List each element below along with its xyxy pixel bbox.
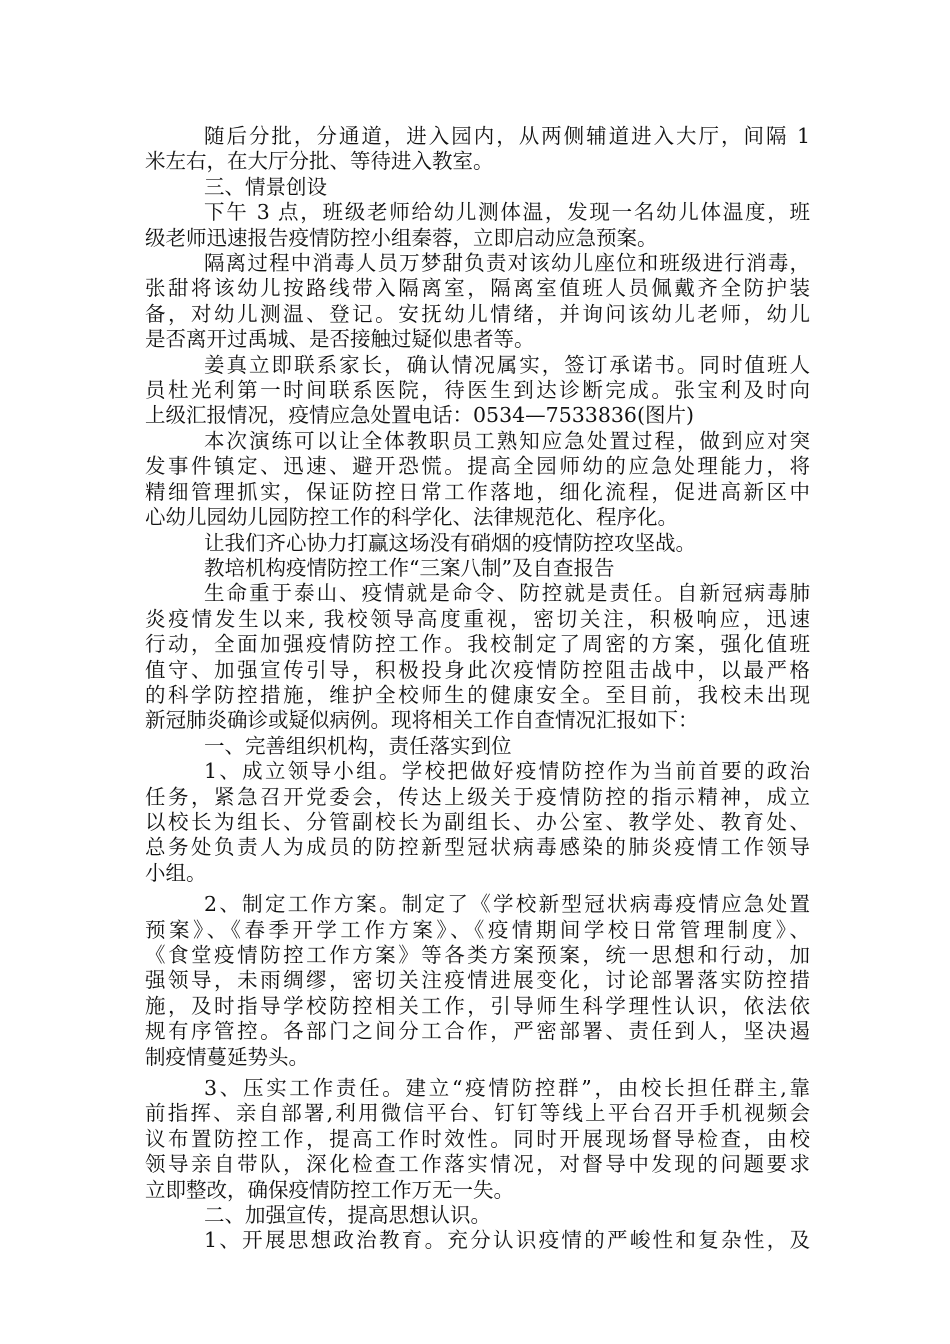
text-line: 精细管理抓实，保证防控日常工作落地，细化流程，促进高新区中 xyxy=(145,479,810,504)
text-line: 生命重于泰山、疫情就是命令、防控就是责任。自新冠病毒肺 xyxy=(204,581,810,606)
text-line: 备，对幼儿测温、登记。安抚幼儿情绪，并询问该幼儿老师，幼儿 xyxy=(145,301,810,326)
text-line: 规有序管控。各部门之间分工合作，严密部署、责任到人，坚决遏 xyxy=(145,1019,810,1044)
paragraph xyxy=(145,531,810,556)
text-line: 预案》、《春季开学工作方案》、《疫情期间学校日常管理制度》、 xyxy=(145,917,810,942)
paragraph xyxy=(145,429,810,531)
text-line: 《食堂疫情防控工作方案》等各类方案预案，统一思想和行动，加 xyxy=(145,943,810,967)
text-line: 新冠肺炎确诊或疑似病例。现将相关工作自查情况汇报如下： xyxy=(145,708,699,733)
text-line: 随后分批，分通道，进入园内，从两侧辅道进入大厅，间隔 1 xyxy=(204,124,810,148)
paragraph xyxy=(145,581,810,733)
text-line: 本次演练可以让全体教职员工熟知应急处置过程，做到应对突 xyxy=(204,428,810,453)
text-line: 是否离开过禹城、是否接触过疑似患者等。 xyxy=(145,327,535,352)
text-line: 的科学防控措施，维护全校师生的健康安全。至目前，我校未出现 xyxy=(145,682,810,707)
text-line: 小组。 xyxy=(145,860,207,885)
text-line: 行动，全面加强疫情防控工作。我校制定了周密的方案，强化值班 xyxy=(145,632,810,657)
text-line: 三、情景创设 xyxy=(204,174,327,199)
text-line: 下午 3 点，班级老师给幼儿测体温，发现一名幼儿体温度，班 xyxy=(204,200,810,225)
text-line: 制疫情蔓延势头。 xyxy=(145,1044,309,1069)
text-line: 立即整改，确保疫情防控工作万无一失。 xyxy=(145,1177,514,1202)
paragraph xyxy=(145,1228,810,1253)
text-line: 强领导，未雨绸缪，密切关注疫情进展变化，讨论部署落实防控措 xyxy=(145,968,810,993)
section-heading xyxy=(145,734,810,759)
text-line: 隔离过程中消毒人员万梦甜负责对该幼儿座位和班级进行消毒， xyxy=(204,251,810,276)
text-line: 总务处负责人为成员的防控新型冠状病毒感染的肺炎疫情工作领导 xyxy=(145,835,810,860)
paragraph xyxy=(145,1076,810,1203)
text-line: 1、成立领导小组。学校把做好疫情防控作为当前首要的政治 xyxy=(204,759,810,784)
text-line: 以校长为组长、分管副校长为副组长、办公室、教学处、教育处、 xyxy=(145,809,810,834)
report-title xyxy=(145,556,810,581)
text-line: 让我们齐心协力打赢这场没有硝烟的疫情防控攻坚战。 xyxy=(204,530,696,555)
text-line: 上级汇报情况，疫情应急处置电话：0534—7533836(图片) xyxy=(145,403,694,428)
text-line: 张甜将该幼儿按路线带入隔离室，隔离室值班人员佩戴齐全防护装 xyxy=(145,276,810,301)
text-line: 值守、加强宣传引导，积极投身此次疫情防控阻击战中，以最严格 xyxy=(145,657,810,682)
paragraph xyxy=(145,124,810,175)
paragraph xyxy=(145,353,810,429)
text-line: 炎疫情发生以来, 我校领导高度重视，密切关注，积极响应，迅速 xyxy=(145,606,810,631)
text-line: 教培机构疫情防控工作“三案八制”及自查报告 xyxy=(204,555,615,580)
text-line: 1、开展思想政治教育。充分认识疫情的严峻性和复杂性，及 xyxy=(204,1228,810,1253)
section-heading xyxy=(145,175,810,200)
text-line: 施，及时指导学校防控相关工作，引导师生科学理性认识，依法依 xyxy=(145,993,810,1018)
text-line: 发事件镇定、迅速、避开恐慌。提高全园师幼的应急处理能力，将 xyxy=(145,454,810,479)
text-line: 2、制定工作方案。制定了《学校新型冠状病毒疫情应急处置 xyxy=(204,892,810,917)
text-line: 一、完善组织机构，责任落实到位 xyxy=(204,733,512,758)
paragraph xyxy=(145,892,810,1070)
text-line: 领导亲自带队，深化检查工作落实情况，对督导中发现的问题要求 xyxy=(145,1152,810,1177)
paragraph xyxy=(145,251,810,353)
text-line: 议布置防控工作，提高工作时效性。同时开展现场督导检查，由校 xyxy=(145,1126,810,1151)
text-line: 米左右，在大厅分批、等待进入教室。 xyxy=(145,149,494,174)
paragraph xyxy=(145,759,810,886)
text-line: 二、加强宣传，提高思想认识。 xyxy=(204,1203,491,1228)
section-heading xyxy=(145,1203,810,1228)
text-line: 前指挥、亲自部署,利用微信平台、钉钉等线上平台召开手机视频会 xyxy=(145,1101,810,1126)
text-line: 姜真立即联系家长，确认情况属实，签订承诺书。同时值班人 xyxy=(204,352,810,377)
text-line: 3、压实工作责任。建立“疫情防控群”，由校长担任群主,靠 xyxy=(204,1076,810,1101)
text-line: 任务，紧急召开党委会，传达上级关于疫情防控的指示精神，成立 xyxy=(145,784,810,809)
text-line: 心幼儿园幼儿园防控工作的科学化、法律规范化、程序化。 xyxy=(145,505,678,530)
document-body xyxy=(145,124,810,1254)
paragraph xyxy=(145,200,810,251)
text-line: 员杜光利第一时间联系医院，待医生到达诊断完成。张宝利及时向 xyxy=(145,378,810,403)
text-line: 级老师迅速报告疫情防控小组秦蓉，立即启动应急预案。 xyxy=(145,225,658,250)
